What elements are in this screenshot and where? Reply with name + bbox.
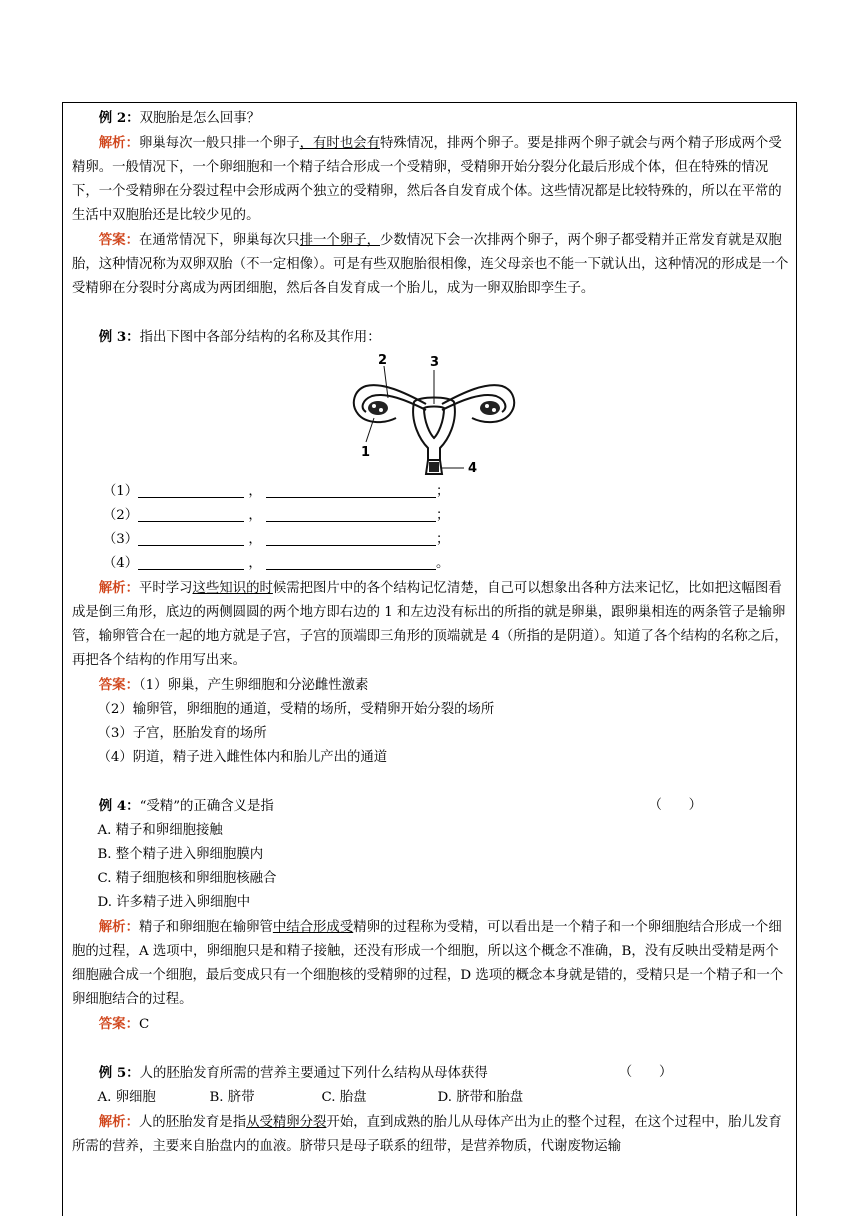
blank-line[interactable] <box>138 531 244 546</box>
example-5-question <box>72 1061 790 1086</box>
answer-paren: （ ） <box>648 798 702 813</box>
option-d: D. 脐带和胎盘 <box>437 1090 524 1105</box>
analysis-text: 平时学习 <box>138 581 193 596</box>
example-5-analysis <box>72 1110 790 1159</box>
blank-line[interactable] <box>266 531 436 546</box>
example-3-analysis <box>72 576 790 673</box>
blank-sep: ， <box>248 508 262 523</box>
example-2-question-text: 双胞胎是怎么回事？ <box>139 111 261 126</box>
figure-label-2: 2 <box>378 353 388 368</box>
blank-number: （4） <box>102 556 139 571</box>
fill-blank-row <box>72 480 790 504</box>
answer-label: 答案： <box>98 1016 139 1032</box>
option-b: B. 整个精子进入卵细胞膜内 <box>97 847 264 862</box>
analysis-text: 精卵的过程称为受精，可以看出是一个精子和一个卵细胞结合形成一个细胞的过程，A 选项中，卵细胞只是和精子接触，还没有形成一个细胞，所以这个概念不准确，B，没有反映出受精是两个细胞融合成一个细胞，最后变成只有一个细胞核的受精卵的过程，D 选项的概念本身就是错的，受精只是一个精子和一个卵细胞结合的过程。 <box>72 920 784 1007</box>
answer-text: 在通常情况下，卵巢每次只 <box>138 233 300 248</box>
options-row <box>72 1086 790 1110</box>
analysis-label: 解析： <box>98 919 139 935</box>
analysis-text: 特殊情况，排两个卵子。要是排两个卵子就会与两个精子形成两个受精卵。一般情况下，一个卵细胞和一个精子结合形成一个受精卵，受精卵开始分裂分化最后形成个体，但在特殊的情况下，一个受精卵在分裂过程中会形成两个独立的受精卵，然后各自发育成个体。这些情况都是比较特殊的，所以在平常的生活中双胞胎还是比较少见的。 <box>72 136 782 223</box>
answer-text: C <box>138 1017 150 1032</box>
analysis-label: 解析： <box>98 135 139 151</box>
uterus-diagram-svg <box>344 352 524 480</box>
blank-end: 。 <box>436 556 450 571</box>
example-2-head: 例 2： <box>98 110 140 126</box>
option-a: A. 卵细胞 <box>97 1090 156 1105</box>
blank-number: （1） <box>102 484 139 499</box>
answer-text: 少数情况下会一次排两个卵子，两个卵子都受精并正常发育就是双胞胎，这种情况称为双卵双胎（不一定相像）。可是有些双胞胎很相像，连父母亲也不能一下就认出，这种情况的形成是一个受精卵在分裂时分离成为两团细胞，然后各自发育成一个胎儿，成为一卵双胎即孪生子。 <box>72 233 789 296</box>
option-c: C. 精子细胞核和卵细胞核融合 <box>97 871 277 886</box>
answer-line: （2）输卵管，卵细胞的通道，受精的场所，受精卵开始分裂的场所 <box>97 702 495 717</box>
answer-label: 答案： <box>98 232 139 248</box>
underlined-text: 中结合形成受 <box>272 920 354 935</box>
blank-end: ； <box>436 532 450 547</box>
uterus-diagram <box>72 350 790 480</box>
blank-end: ； <box>436 484 450 499</box>
figure-label-3: 3 <box>430 355 440 370</box>
example-4-question-text: “受精”的正确含义是指 <box>139 799 274 814</box>
underlined-text: ，有时也会有 <box>299 136 380 151</box>
example-4-head: 例 4： <box>98 798 140 814</box>
blank-line[interactable] <box>266 555 436 570</box>
example-3-question-text: 指出下图中各部分结构的名称及其作用： <box>139 330 381 345</box>
blank-sep: ， <box>248 484 262 499</box>
example-5-head: 例 5： <box>98 1065 140 1081</box>
option-c: C. 胎盘 <box>321 1090 367 1105</box>
answer-line: （3）子宫，胚胎发育的场所 <box>97 726 267 741</box>
blank-sep: ， <box>248 532 262 547</box>
fill-blank-row <box>72 552 790 576</box>
blank-number: （2） <box>102 508 139 523</box>
figure-label-4: 4 <box>468 461 478 476</box>
blank-end: ； <box>436 508 450 523</box>
example-2-analysis <box>72 131 790 228</box>
example-4-question <box>72 794 790 819</box>
example-4-answer <box>72 1012 790 1037</box>
example-4-analysis <box>72 915 790 1012</box>
underlined-text: 排一个卵子， <box>299 233 380 248</box>
analysis-text: 卵巢每次一般只排一个卵子 <box>138 136 300 151</box>
analysis-label: 解析： <box>98 580 139 596</box>
worksheet-content <box>72 106 790 1159</box>
example-3-question <box>72 325 790 350</box>
blank-sep: ， <box>248 556 262 571</box>
answer-label: 答案： <box>98 677 139 693</box>
example-3-answer <box>72 673 790 698</box>
analysis-text: 开始，直到成熟的胎儿从母体产出为止的整个过程，在这个过程中，胎儿发育所需的营养，主要来自胎盘内的血液。脐带只是母子联系的纽带，是营养物质，代谢废物运输 <box>72 1115 782 1154</box>
answer-text: （1）卵巢，产生卵细胞和分泌雌性激素 <box>138 678 369 693</box>
blank-line[interactable] <box>266 483 436 498</box>
blank-line[interactable] <box>138 507 244 522</box>
option-a: A. 精子和卵细胞接触 <box>97 823 223 838</box>
option-b: B. 脐带 <box>209 1090 255 1105</box>
example-3-head: 例 3： <box>98 329 140 345</box>
underlined-text: 这些知识的时 <box>192 581 273 596</box>
fill-blank-row <box>72 528 790 552</box>
example-2-answer <box>72 228 790 301</box>
blank-line[interactable] <box>266 507 436 522</box>
option-d: D. 许多精子进入卵细胞中 <box>97 895 251 910</box>
analysis-text: 候需把图片中的各个结构记忆清楚，自己可以想象出各种方法来记忆，比如把这幅图看成是倒三角形，底边的两侧圆圆的两个地方即右边的 1 和左边没有标出的所指的就是卵巢，跟卵巢相连的两条管子是输卵管，输卵管合在一起的地方就是子宫，子宫的顶端即三角形的顶端就是 4（所指的是阴道）。知道了各个结构的名称之后，再把各个结构的作用写出来。 <box>72 581 788 668</box>
underlined-text: 从受精卵分裂 <box>246 1115 327 1130</box>
answer-paren: （ ） <box>618 1065 673 1080</box>
fill-blank-row <box>72 504 790 528</box>
analysis-text: 人的胚胎发育是指 <box>138 1115 247 1130</box>
blank-line[interactable] <box>138 483 244 498</box>
example-2-question <box>72 106 790 131</box>
analysis-label: 解析： <box>98 1114 139 1130</box>
figure-label-1: 1 <box>361 445 371 460</box>
blank-line[interactable] <box>138 555 244 570</box>
analysis-text: 精子和卵细胞在输卵管 <box>138 920 273 935</box>
blank-number: （3） <box>102 532 139 547</box>
example-5-question-text: 人的胚胎发育所需的营养主要通过下列什么结构从母体获得 <box>139 1066 488 1081</box>
answer-line: （4）阴道，精子进入雌性体内和胎儿产出的通道 <box>97 750 388 765</box>
